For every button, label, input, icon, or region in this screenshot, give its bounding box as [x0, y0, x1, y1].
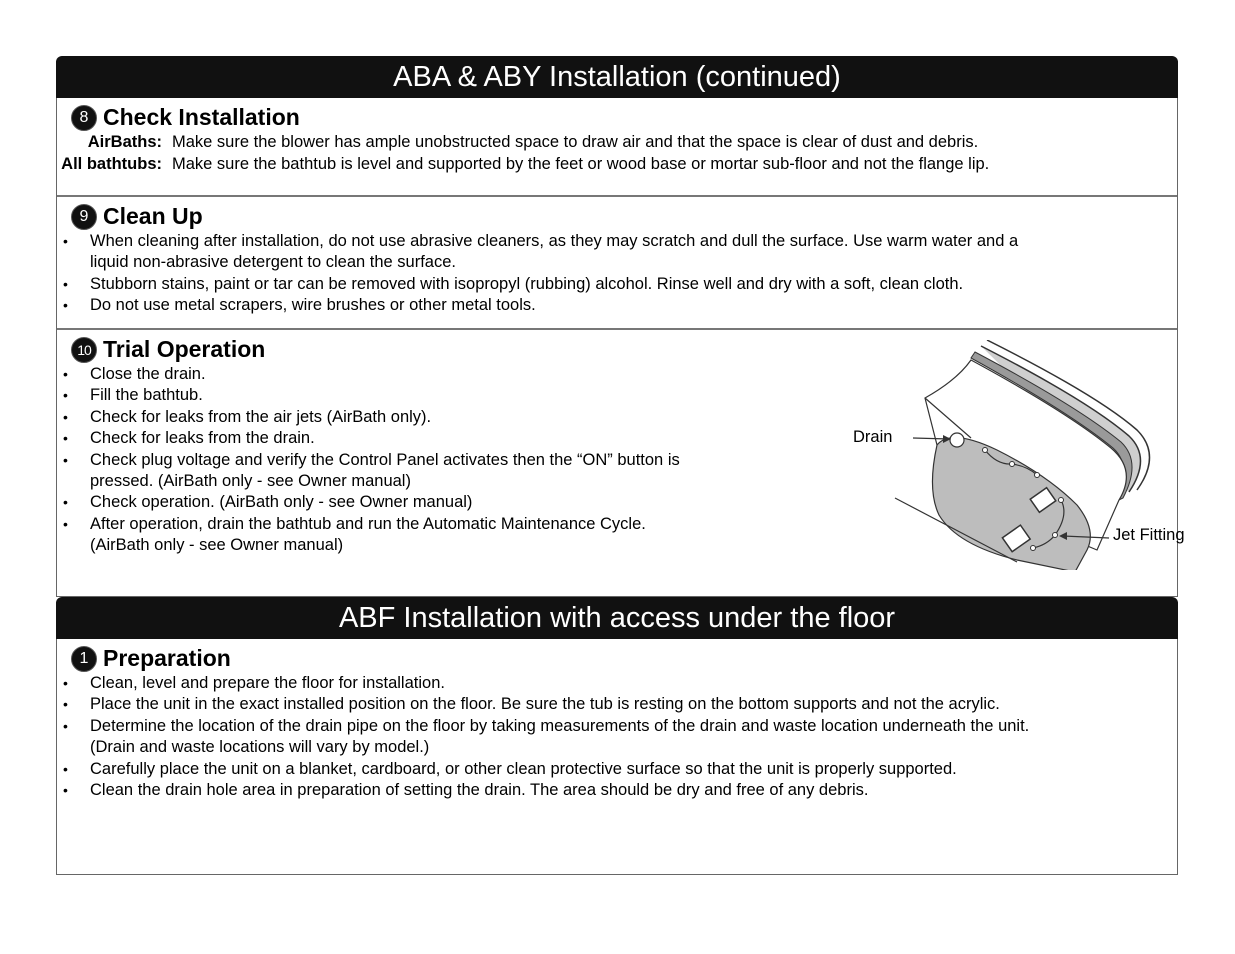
section-trial-operation — [57, 330, 1185, 597]
section-clean-up — [57, 197, 1177, 330]
check-row-airbaths — [47, 132, 978, 153]
list-item: • After operation, drain the bathtub and run the Automatic Maintenance Cycle. (AirBath only - see Owner manual) — [63, 514, 680, 557]
list-item: • Stubborn stains, paint or tar can be removed with isopropyl (rubbing) alcohol. Rinse well and dry with a soft, clean cloth. — [63, 274, 1018, 295]
list-item: • Clean, level and prepare the floor for installation. — [63, 673, 1029, 694]
preparation-heading — [71, 645, 231, 672]
list-item: • Check operation. (AirBath only - see Owner manual) — [63, 492, 680, 513]
list-item: • Check for leaks from the air jets (AirBath only). — [63, 407, 680, 428]
list-item: • Place the unit in the exact installed position on the floor. Be sure the tub is resting on the bottom supports and not the acrylic. — [63, 694, 1029, 715]
section-title: Trial Operation — [103, 336, 266, 362]
list-item: • Close the drain. — [63, 364, 680, 385]
list-item: • Determine the location of the drain pipe on the floor by taking measurements of the drain and waste location underneath the unit. (Drain and waste locations will vary by model.) — [63, 716, 1029, 759]
row-text: Make sure the blower has ample unobstructed space to draw air and that the space is clear of dust and debris. — [172, 133, 979, 151]
list-item: • Clean the drain hole area in preparation of setting the drain. The area should be dry and free of any debris. — [63, 780, 1029, 801]
trial-operation-list — [63, 364, 680, 557]
trial-operation-heading — [71, 336, 265, 363]
section-title: Clean Up — [103, 203, 203, 229]
step-number-badge: 8 — [71, 105, 97, 131]
check-installation-heading — [71, 104, 300, 131]
banner-aba-aby-installation: ABA & ABY Installation (continued) — [56, 56, 1178, 98]
banner-abf-installation: ABF Installation with access under the floor — [56, 597, 1178, 639]
bathtub-diagram — [847, 340, 1197, 570]
drain-label: Drain — [853, 428, 893, 446]
section-title: Check Installation — [103, 104, 300, 130]
list-item: • Do not use metal scrapers, wire brushes or other metal tools. — [63, 295, 1018, 316]
row-label: All bathtubs: — [61, 155, 162, 173]
list-item: • When cleaning after installation, do not use abrasive cleaners, as they may scratch and dull the surface. Use warm water and a liquid non-abrasive detergent to clean the surface. — [63, 231, 1018, 274]
step-number-badge: 10 — [71, 337, 97, 363]
jet-fitting-label: Jet Fitting — [1113, 526, 1185, 544]
section-title: Preparation — [103, 645, 231, 671]
clean-up-heading — [71, 203, 203, 230]
abf-box — [56, 639, 1178, 875]
aba-aby-box — [56, 98, 1185, 597]
check-row-all-bathtubs — [47, 154, 989, 175]
clean-up-list — [63, 231, 1018, 317]
list-item: • Carefully place the unit on a blanket, cardboard, or other clean protective surface so that the unit is properly supported. — [63, 759, 1029, 780]
step-number-badge: 1 — [71, 646, 97, 672]
list-item: • Check plug voltage and verify the Control Panel activates then the “ON” button is pressed. (AirBath only - see Owner manual) — [63, 450, 680, 493]
row-text: Make sure the bathtub is level and supported by the feet or wood base or mortar sub-floor and not the flange lip. — [172, 155, 990, 173]
row-label: AirBaths: — [87, 133, 162, 151]
drain-circle — [950, 433, 964, 447]
preparation-list — [63, 673, 1029, 801]
section-preparation — [57, 639, 1177, 875]
list-item: • Fill the bathtub. — [63, 385, 680, 406]
step-number-badge: 9 — [71, 204, 97, 230]
section-check-installation — [57, 98, 1177, 197]
list-item: • Check for leaks from the drain. — [63, 428, 680, 449]
